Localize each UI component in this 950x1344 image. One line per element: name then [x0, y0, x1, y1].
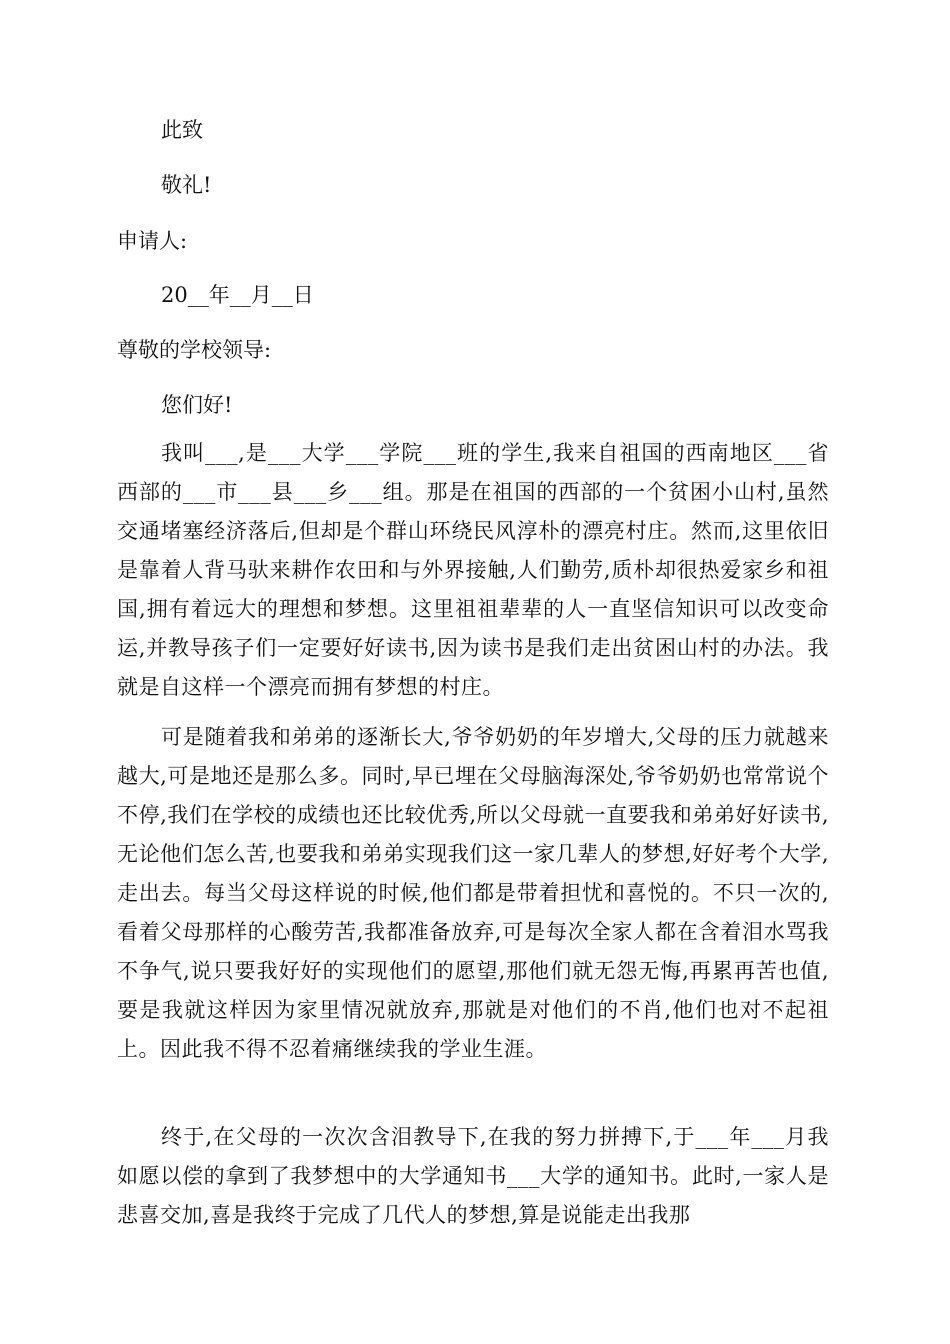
body-paragraph-1: 我叫___,是___大学___学院___班的学生,我来自祖国的西南地区___省西部的___市___县___乡___组。那是在祖国的西部的一个贫困小山村,虽然交通堵塞经济落后,但却是个群山环绕民风淳朴的漂亮村庄。然而,这里依旧是靠着人背马驮来耕作农田和与外界接触,人们勤劳,质朴却很热爱家乡和祖国,拥有着远大的理想和梦想。这里祖祖辈辈的人一直坚信知识可以改变命运,并教导孩子们一定要好好读书,因为读书是我们走出贫困山村的办法。我就是自这样一个漂亮而拥有梦想的村庄。 — [117, 441, 829, 699]
applicant-label: 申请人: — [117, 229, 188, 253]
closing-jing-li: 敬礼! — [161, 173, 212, 197]
date-line: 20__年__月__日 — [161, 283, 314, 307]
salutation: 尊敬的学校领导: — [117, 338, 272, 362]
body-paragraph-3: 终于,在父母的一次次含泪教导下,在我的努力拼搏下,于___年___月我如愿以偿的拿到了我梦想中的大学通知书___大学的通知书。此时,一家人是悲喜交加,喜是我终于完成了几代人的梦想,算是说能走出我那 — [117, 1125, 829, 1227]
closing-ci-zhi: 此致 — [161, 118, 203, 142]
body-paragraph-2: 可是随着我和弟弟的逐渐长大,爷爷奶奶的年岁增大,父母的压力就越来越大,可是地还是那么多。同时,早已埋在父母脑海深处,爷爷奶奶也常常说个不停,我们在学校的成绩也还比较优秀,所以父母就一直要我和弟弟好好读书,无论他们怎么苦,也要我和弟弟实现我们这一家几辈人的梦想,好好考个大学,走出去。每当父母这样说的时候,他们都是带着担忧和喜悦的。不只一次的,看着父母那样的心酸劳苦,我都准备放弃,可是每次全家人都在含着泪水骂我不争气,说只要我好好的实现他们的愿望,那他们就无怨无悔,再累再苦也值,要是我就这样因为家里情况就放弃,那就是对他们的不肖,他们也对不起祖上。因此我不得不忍着痛继续我的学业生涯。 — [117, 725, 829, 1061]
greeting: 您们好! — [161, 393, 233, 417]
